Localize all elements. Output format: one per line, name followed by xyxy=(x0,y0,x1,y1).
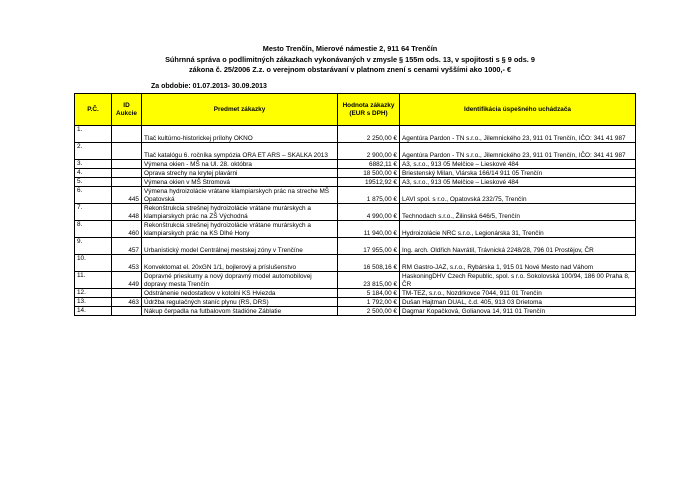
cell-id-aukcie xyxy=(112,169,142,178)
cell-hodnota: 4 990,00 € xyxy=(338,204,400,221)
table-row xyxy=(75,187,636,204)
cell-hodnota: 5 184,00 € xyxy=(338,289,400,298)
column-header-predmet: Predmet zákazky xyxy=(142,94,338,126)
cell-id-aukcie xyxy=(112,160,142,169)
cell-uchadzac: Dušan Hajtman DUAL, č.d. 405, 913 03 Drietoma xyxy=(400,298,636,307)
contracts-table xyxy=(74,93,636,316)
cell-pc: 2. xyxy=(75,143,112,160)
table-row xyxy=(75,272,636,289)
cell-predmet: Nákup čerpadla na futbalovom štadióne Záblatie xyxy=(142,307,338,316)
cell-hodnota: 2 500,00 € xyxy=(338,307,400,316)
cell-pc: 13. xyxy=(75,298,112,307)
cell-pc: 3. xyxy=(75,160,112,169)
cell-hodnota: 16 508,16 € xyxy=(338,255,400,272)
column-header-uchadzac: Identifikácia úspešného uchádzača xyxy=(400,94,636,126)
cell-hodnota: 1 792,00 € xyxy=(338,298,400,307)
cell-uchadzac: RM Gastro-JAZ, s.r.o., Rybárska 1, 915 01 Nové Mesto nad Váhom xyxy=(400,255,636,272)
cell-uchadzac: LAVI spol. s r.o., Opatovská 232/75, Trenčín xyxy=(400,187,636,204)
table-row xyxy=(75,126,636,143)
table-row xyxy=(75,221,636,238)
cell-hodnota: 2 250,00 € xyxy=(338,126,400,143)
header-line-1: Mesto Trenčín, Mierové námestie 2, 911 64 Trenčín xyxy=(262,44,438,53)
cell-predmet: Výmena okien v MŠ Stromová xyxy=(142,178,338,187)
table-row xyxy=(75,289,636,298)
cell-hodnota: 19512,92 € xyxy=(338,178,400,187)
table-row xyxy=(75,204,636,221)
table-row xyxy=(75,298,636,307)
cell-id-aukcie: 448 xyxy=(112,204,142,221)
cell-pc: 14. xyxy=(75,307,112,316)
cell-predmet: Výmena okien - MŠ na Ul. 28. októbra xyxy=(142,160,338,169)
cell-predmet: Urbanistický model Centrálnej mestskej zóny v Trenčíne xyxy=(142,238,338,255)
cell-uchadzac: Agentúra Pardon - TN s.r.o., Jilemnického 23, 911 01 Trenčín, IČO: 341 41 987 xyxy=(400,126,636,143)
cell-hodnota: 18 500,00 € xyxy=(338,169,400,178)
cell-pc: 6. xyxy=(75,187,112,204)
cell-hodnota: 6882,11 € xyxy=(338,160,400,169)
cell-id-aukcie xyxy=(112,126,142,143)
cell-predmet: Výmena hydroizolácie vrátane klampiarskych prác na streche MŠ Opatovská xyxy=(142,187,338,204)
cell-id-aukcie: 457 xyxy=(112,238,142,255)
document-header xyxy=(0,44,700,76)
cell-pc: 4. xyxy=(75,169,112,178)
cell-id-aukcie xyxy=(112,307,142,316)
cell-uchadzac: Dagmar Kopačková, Golianova 14, 911 01 Trenčín xyxy=(400,307,636,316)
cell-id-aukcie xyxy=(112,143,142,160)
cell-pc: 12. xyxy=(75,289,112,298)
period-label: Za obdobie: 01.07.2013- 30.09.2013 xyxy=(151,83,267,90)
cell-pc: 5. xyxy=(75,178,112,187)
cell-predmet: Oprava strechy na krytej plavárni xyxy=(142,169,338,178)
cell-id-aukcie: 449 xyxy=(112,272,142,289)
cell-id-aukcie: 460 xyxy=(112,221,142,238)
cell-uchadzac: Agentúra Pardon - TN s.r.o., Jilemnického 23, 911 01 Trenčín, IČO: 341 41 987 xyxy=(400,143,636,160)
cell-pc: 9. xyxy=(75,238,112,255)
table-row xyxy=(75,169,636,178)
cell-predmet: Konvektomat el. 20xGN 1/1, bojlerový a príslušenstvo xyxy=(142,255,338,272)
cell-uchadzac: HaskoningDHV Czech Republic, spol. s r.o. Sokolovská 100/94, 186 00 Praha 8, ČR xyxy=(400,272,636,289)
cell-predmet: Rekonštrukcia strešnej hydroizolácie vrátane murárskych a klampiarskych prác na ZŠ Východná xyxy=(142,204,338,221)
cell-hodnota: 23 815,00 € xyxy=(338,272,400,289)
cell-predmet: Tlač katalógu 6. ročníka sympózia ORA ET ARS – SKALKA 2013 xyxy=(142,143,338,160)
cell-uchadzac: Technodach s.r.o., Žilinská 646/5, Trenčín xyxy=(400,204,636,221)
cell-id-aukcie: 445 xyxy=(112,187,142,204)
cell-hodnota: 1 875,00 € xyxy=(338,187,400,204)
cell-uchadzac: Hydroizolácie NRC s.r.o., Legionárska 31, Trenčín xyxy=(400,221,636,238)
cell-uchadzac: TM-TEZ, s.r.o., Nozdrkovce 7044, 911 01 Trenčín xyxy=(400,289,636,298)
column-header-pc: P.Č. xyxy=(75,94,112,126)
cell-id-aukcie xyxy=(112,178,142,187)
cell-hodnota: 17 955,00 € xyxy=(338,238,400,255)
cell-predmet: Odstránenie nedostatkov v kotolni KS Hviezda xyxy=(142,289,338,298)
table-row xyxy=(75,238,636,255)
cell-pc: 8. xyxy=(75,221,112,238)
cell-pc: 7. xyxy=(75,204,112,221)
table-header-row xyxy=(75,94,636,126)
cell-pc: 1. xyxy=(75,126,112,143)
cell-predmet: Rekonštrukcia strešnej hydroizolácie vrátane murárskych a klampiarskych prác na KS Dlhé Hony xyxy=(142,221,338,238)
cell-hodnota: 11 940,00 € xyxy=(338,221,400,238)
table-row xyxy=(75,178,636,187)
cell-predmet: Údržba regulačných staníc plynu (RS, DRS) xyxy=(142,298,338,307)
cell-predmet: Tlač kultúrno-historickej prílohy OKNO xyxy=(142,126,338,143)
cell-hodnota: 2 900,00 € xyxy=(338,143,400,160)
cell-uchadzac: A3, s.r.o., 913 05 Melčice – Lieskové 484 xyxy=(400,178,636,187)
column-header-hodnota: Hodnota zákazky (EUR s DPH) xyxy=(338,94,400,126)
header-line-3: zákona č. 25/2006 Z.z. o verejnom obstarávaní v platnom znení s cenami vyššími ako 1000,- € xyxy=(188,65,511,75)
table-row xyxy=(75,160,636,169)
header-line-2: Súhrnná správa o podlimitných zákazkach vykonávaných v zmysle § 155m ods. 13, v spojitosti s § 9 ods. 9 xyxy=(165,54,535,64)
cell-pc: 11. xyxy=(75,272,112,289)
cell-pc: 10. xyxy=(75,255,112,272)
cell-uchadzac: A3, s.r.o., 913 05 Melčice – Lieskové 484 xyxy=(400,160,636,169)
cell-id-aukcie: 453 xyxy=(112,255,142,272)
cell-predmet: Dopravné prieskumy a nový dopravný model automobilovej dopravy mesta Trenčín xyxy=(142,272,338,289)
table-row xyxy=(75,255,636,272)
column-header-id: ID Aukcie xyxy=(112,94,142,126)
cell-id-aukcie xyxy=(112,289,142,298)
cell-id-aukcie: 463 xyxy=(112,298,142,307)
cell-uchadzac: Ing. arch. Oldřich Navrátil, Trávnická 2248/28, 796 01 Prostějov, ČR xyxy=(400,238,636,255)
table-row xyxy=(75,307,636,316)
cell-uchadzac: Briestenský Milan, Vlárska 166/14 911 05 Trenčín xyxy=(400,169,636,178)
table-row xyxy=(75,143,636,160)
